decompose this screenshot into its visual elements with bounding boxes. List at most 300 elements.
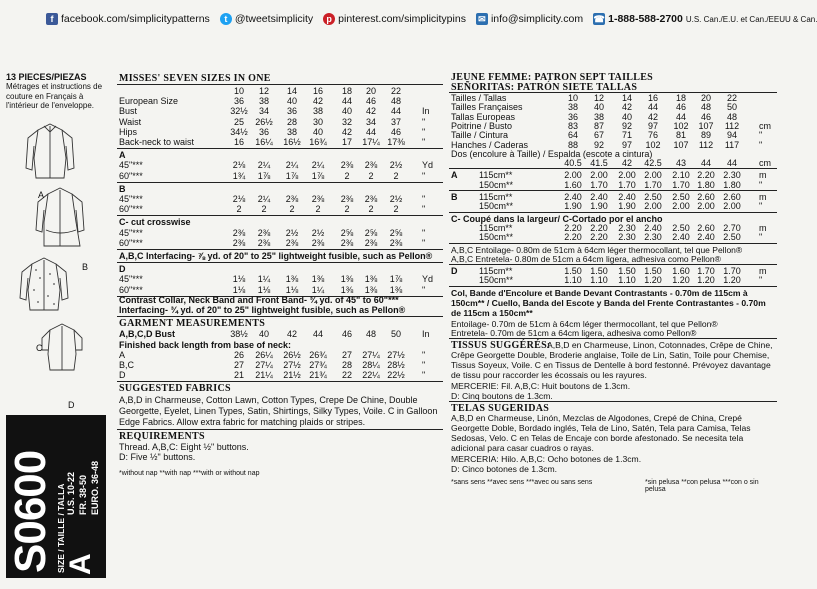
measure-value: 44 (365, 126, 376, 137)
yardage-value: 1¾ (232, 170, 246, 181)
yardage-value: 2½ (389, 160, 403, 171)
requirements-d: D: Five ½" buttons. (119, 452, 196, 462)
measure-value: 83 (567, 120, 578, 131)
pinterest-icon: p (323, 13, 335, 25)
measure-value: 28 (286, 116, 297, 127)
divider (449, 243, 777, 244)
facebook-link[interactable]: f facebook.com/simplicitypatterns (46, 13, 210, 25)
measure-value: 42 (312, 96, 323, 107)
misses-title: MISSES' SEVEN SIZES IN ONE (119, 73, 271, 84)
facebook-icon: f (46, 13, 58, 25)
measure-value: 16 (233, 137, 244, 147)
unit-label: " (759, 179, 763, 190)
fabric-width-label: 60"*** (119, 284, 143, 295)
meterage-value: 1.70 (723, 266, 741, 277)
divider (117, 215, 443, 216)
unit-label: " (422, 194, 426, 204)
meterage-value: 2.10 (672, 170, 690, 181)
garment-bust-value: 44 (312, 329, 323, 340)
meterage-value: 2.30 (618, 222, 636, 233)
meterage-value: 1.10 (618, 275, 636, 286)
size-header: 12 (593, 93, 604, 103)
nap-footnote-fr: *sans sens **avec sens ***avec ou sans sens (451, 478, 593, 486)
measure-value: 46 (390, 126, 401, 137)
measure-value: 38 (567, 102, 578, 113)
measure-value: 40 (593, 102, 604, 113)
meterage-value: 2.00 (618, 170, 636, 181)
meterage-value: 2.30 (618, 232, 636, 243)
measure-value: 17 (341, 137, 352, 147)
meterage-value: 2.20 (697, 170, 715, 181)
interfacing-d: Interfacing- ¾ yd. of 20" to 25" lightweight fusible, such as Pellon® (119, 305, 406, 315)
size-header: 16 (312, 86, 323, 96)
dos-value: 42.5 (644, 158, 662, 169)
measure-value: 17¼ (362, 137, 380, 147)
divider (117, 249, 443, 250)
dos-label: Dos (encolure à Taille) / Espalda (escote a cintura) (451, 148, 653, 159)
meterage-value: 1.90 (618, 201, 636, 212)
view-label: B (451, 192, 458, 202)
meterage-value: 1.60 (564, 179, 582, 190)
fabric-width-label: 150cm** (479, 179, 514, 190)
fabric-width-label: 60"*** (119, 170, 143, 181)
meterage-value: 2.00 (644, 170, 662, 181)
pinterest-link[interactable]: p pinterest.com/simplicitypins (323, 13, 466, 25)
entoilage-abc: A,B,C Entoilage- 0.80m de 51cm à 64cm léger thermocollant, tel que Pellon® (451, 244, 743, 255)
fabric-width-label: 150cm** (479, 201, 514, 212)
pieces-info (6, 72, 114, 111)
view-label: C- cut crosswise (119, 217, 191, 228)
fabric-width-label: 115cm** (479, 192, 513, 202)
back-length-value: 27½ (283, 360, 301, 370)
divider (117, 148, 443, 149)
yardage-value: 1¼ (257, 274, 271, 285)
unit-label: " (759, 201, 763, 212)
measure-label: Back-neck to waist (119, 137, 195, 147)
measure-value: 92 (593, 139, 604, 150)
french-spanish-chart (449, 70, 777, 560)
back-length-value: 27 (341, 349, 352, 360)
unit-label: " (759, 139, 763, 150)
yardage-value: 2 (368, 170, 374, 181)
meterage-value: 1.70 (618, 179, 636, 190)
meterage-value: 2.00 (697, 201, 715, 212)
yardage-value: 2 (368, 204, 374, 215)
measure-value: 76 (647, 130, 658, 141)
meterage-value: 1.80 (697, 179, 715, 190)
yardage-value: 2½ (285, 227, 299, 238)
meterage-value: 1.50 (564, 266, 582, 277)
measure-value: 46 (365, 96, 376, 107)
fabric-width-label: 115cm** (479, 170, 513, 181)
measure-value: 32½ (230, 106, 248, 117)
view-label: D (451, 266, 458, 277)
measure-value: 87 (593, 120, 604, 131)
yardage-value: 2⅜ (285, 194, 299, 204)
yardage-value: 2⅜ (257, 237, 271, 248)
yardage-value: 2¼ (311, 160, 325, 171)
email-link[interactable]: ✉ info@simplicity.com (476, 13, 583, 25)
yardage-value: 1⅜ (389, 284, 403, 295)
yardage-value: 2⅜ (389, 237, 403, 248)
divider (117, 316, 443, 317)
measure-label: Tallas Europeas (451, 111, 516, 122)
yardage-value: 2 (393, 170, 399, 181)
size-header: 18 (675, 93, 686, 103)
french-title: JEUNE FEMME: PATRON SEPT TAILLES (451, 72, 654, 83)
measure-value: 42 (365, 106, 376, 117)
measure-value: 38 (286, 126, 297, 137)
unit-label: " (759, 130, 763, 141)
measure-value: 44 (647, 102, 658, 113)
fabric-width-label: 60"*** (119, 204, 143, 215)
measure-value: 50 (726, 102, 737, 113)
yardage-value: 2 (236, 204, 242, 215)
divider (117, 429, 443, 430)
size-header: 22 (726, 93, 737, 103)
meterage-value: 2.60 (723, 192, 741, 202)
entoilage-contrast: Entoilage- 0.70m de 51cm à 64cm léger thermocollant, tel que Pellon® (451, 318, 718, 329)
measure-value: 102 (645, 139, 661, 150)
yardage-value: 2 (315, 204, 321, 215)
yardage-value: 1⅞ (311, 170, 325, 181)
measure-value: 36 (567, 111, 578, 122)
telas-title: TELAS SUGERIDAS (451, 402, 550, 414)
measure-value: 94 (726, 130, 737, 141)
yardage-value: 1⅜ (340, 274, 354, 285)
yardage-value: 1⅛ (257, 284, 271, 295)
measure-value: 89 (700, 130, 711, 141)
measure-value: 38 (593, 111, 604, 122)
yardage-value: 2⅜ (340, 160, 354, 171)
meterage-value: 2.40 (618, 192, 636, 202)
measure-value: 32 (341, 116, 352, 127)
back-length-value: 26¾ (309, 349, 327, 360)
tissus-title: TISSUS SUGGÉRÉS: (451, 340, 551, 352)
meterage-value: 2.20 (590, 232, 608, 243)
measure-value: 38 (258, 96, 269, 107)
measure-value: 97 (647, 120, 658, 131)
yardage-value: 2⅜ (311, 237, 325, 248)
measure-value: 71 (621, 130, 632, 141)
yardage-value: 2 (344, 170, 350, 181)
measure-value: 37 (390, 116, 401, 127)
fabrics-text: A,B,D in Charmeuse, Cotton Lawn, Cotton Types, Crepe De Chine, Double Georgette, Eyelet, Linen Types, Satin, Shirtings, Silky Types, Voile. C in Galloon Edge Fabrics. Allow extra fabric for matching plaids or stripes. (119, 394, 438, 427)
divider (117, 381, 443, 382)
measure-value: 42 (341, 126, 352, 137)
unit-label: Yd (422, 274, 434, 285)
entretela-abc: A,B,C Entretela- 0.80m de 51cm a 64cm ligera, adhesiva como Pellon® (451, 253, 721, 264)
measure-value: 48 (726, 111, 737, 122)
pattern-number: S0600 (6, 450, 55, 573)
measure-value: 34½ (230, 126, 248, 137)
measure-value: 42 (621, 102, 632, 113)
view-c-title: C- Coupé dans la largeur/ C-Cortado por el ancho (451, 213, 663, 224)
meterage-value: 2.50 (644, 192, 662, 202)
measure-value: 40 (621, 111, 632, 122)
measure-value: 81 (675, 130, 686, 141)
yardage-value: 1¼ (311, 284, 325, 295)
meterage-value: 2.00 (590, 170, 608, 181)
yardage-value: 2¼ (257, 160, 271, 171)
unit-label: In (422, 106, 430, 117)
meterage-value: 2.60 (697, 192, 715, 202)
measure-label: Poitrine / Busto (451, 120, 513, 131)
yardage-value: 2⅜ (364, 160, 378, 171)
garment-bust-value: 46 (341, 329, 352, 340)
divider (449, 286, 777, 287)
size-range-letter: A (64, 553, 97, 575)
yardage-value: 2½ (389, 194, 403, 204)
size-header: 22 (390, 86, 401, 96)
yardage-value: 2⅜ (257, 227, 271, 238)
meterage-value: 1.70 (672, 179, 690, 190)
fabric-width-label: 115cm** (479, 222, 513, 233)
yardage-value: 2 (261, 204, 267, 215)
measure-value: 34 (365, 116, 376, 127)
size-header: 10 (567, 93, 578, 103)
measure-value: 88 (567, 139, 578, 150)
dos-value: 41.5 (590, 158, 608, 169)
mercerie-text: MERCERIE: Fil. A,B,C: Huit boutons de 1.3cm. (451, 381, 631, 392)
size-header: 14 (621, 93, 632, 103)
fabric-width-label: 45"*** (119, 274, 143, 285)
fabric-width-label: 60"*** (119, 237, 143, 248)
meterage-value: 1.70 (697, 266, 715, 277)
sketch-label-d: D (68, 400, 75, 410)
back-length-value: 27½ (387, 349, 405, 360)
back-length-value: 22½ (387, 370, 405, 381)
yardage-value: 1⅞ (257, 170, 271, 181)
measure-value: 67 (593, 130, 604, 141)
dos-value: 44 (700, 158, 711, 169)
measure-value: 46 (675, 102, 686, 113)
size-header: 18 (341, 86, 352, 96)
yardage-value: 2⅜ (364, 194, 378, 204)
view-label: A (119, 349, 126, 360)
meterage-value: 2.40 (644, 222, 662, 233)
view-sketches (10, 118, 110, 418)
measure-value: 97 (621, 139, 632, 150)
unit-label: m (759, 170, 767, 181)
size-row-us: U.S. 10-22 (66, 471, 76, 515)
garment-bust-value: 38½ (230, 329, 248, 340)
measure-label: Taille / Cintura (451, 130, 509, 141)
unit-label: " (422, 360, 426, 370)
unit-label: " (422, 227, 426, 238)
yardage-value: 2 (289, 204, 295, 215)
divider (117, 182, 443, 183)
back-length-value: 27¼ (255, 360, 273, 370)
meterage-value: 2.40 (697, 232, 715, 243)
yardage-value: 2½ (311, 227, 325, 238)
meterage-value: 2.20 (564, 232, 582, 243)
unit-label: " (422, 116, 426, 127)
unit-label: m (759, 222, 767, 233)
unit-label: " (422, 370, 426, 381)
entretela-contrast: Entretela- 0.70m de 51cm a 64cm ligera, adhesiva como Pellon® (451, 328, 697, 338)
measure-value: 48 (700, 102, 711, 113)
meterage-value: 1.80 (723, 179, 741, 190)
divider (117, 84, 443, 85)
sketch-label-a: A (38, 190, 45, 200)
meterage-value: 2.00 (564, 170, 582, 181)
meterage-value: 1.20 (723, 275, 741, 286)
meterage-value: 1.10 (590, 275, 608, 286)
measure-value: 44 (675, 111, 686, 122)
meterage-value: 2.70 (723, 222, 741, 233)
meterage-value: 1.10 (564, 275, 582, 286)
meterage-value: 2.30 (723, 170, 741, 181)
measure-value: 40 (286, 96, 297, 107)
unit-label: m (759, 192, 767, 202)
fabric-width-label: 45"*** (119, 194, 143, 204)
garment-bust-value: 50 (390, 329, 401, 340)
measure-label: European Size (119, 96, 179, 107)
requirements-thread: Thread. A,B,C: Eight ½" buttons. (119, 441, 249, 452)
twitter-link[interactable]: t @tweetsimplicity (220, 13, 313, 25)
merceria-text: MERCERIA: Hilo. A,B,C: Ocho botones de 1.3cm. (451, 454, 642, 465)
measure-value: 42 (647, 111, 658, 122)
measure-value: 40 (312, 126, 323, 137)
measure-value: 117 (724, 139, 740, 150)
measure-value: 40 (341, 106, 352, 117)
fabric-width-label: 45"*** (119, 227, 143, 238)
unit-label: " (422, 237, 426, 248)
size-header: 14 (286, 86, 297, 96)
pieces-text: Métrages et instructions de couture en Français à l'intérieur de l'enveloppe. (6, 82, 103, 110)
view-label: D (119, 264, 126, 275)
back-length-value: 21¾ (309, 370, 327, 381)
unit-label: " (422, 349, 426, 360)
meterage-value: 1.50 (644, 266, 662, 277)
size-header: 20 (365, 86, 376, 96)
requirements-title: REQUIREMENTS (119, 430, 205, 442)
divider (449, 212, 777, 213)
email-icon: ✉ (476, 13, 488, 25)
yardage-value: 1⅞ (285, 170, 299, 181)
view-label: D (119, 370, 126, 381)
back-length-value: 27¾ (309, 360, 327, 370)
back-length-value: 26 (233, 349, 244, 360)
divider (449, 168, 777, 169)
unit-label: " (759, 275, 763, 286)
yardage-value: 2⅝ (340, 227, 354, 238)
size-header: 12 (258, 86, 269, 96)
measure-value: 34 (258, 106, 269, 117)
merceria-d: D: Cinco botones de 1.3cm. (451, 463, 558, 474)
measure-label: Bust (119, 106, 138, 117)
phone-info: ☎ 1-888-588-2700 U.S. Can./E.U. et Can./EEUU & Can. (593, 13, 817, 25)
size-row-euro: EURO. 36-48 (90, 460, 100, 515)
meterage-value: 1.20 (644, 275, 662, 286)
meterage-value: 1.20 (697, 275, 715, 286)
dos-value: 42 (621, 158, 632, 169)
measure-value: 25 (233, 116, 244, 127)
size-row-fr: FR. 38-50 (78, 474, 88, 515)
yardage-value: 1⅞ (389, 274, 403, 285)
yardage-value: 2¼ (257, 194, 271, 204)
meterage-value: 1.90 (590, 201, 608, 212)
meterage-value: 2.30 (644, 232, 662, 243)
meterage-value: 2.00 (672, 201, 690, 212)
yardage-value: 1⅜ (340, 284, 354, 295)
measure-value: 112 (698, 139, 714, 150)
garment-title: GARMENT MEASUREMENTS (119, 318, 266, 330)
back-length-value: 21¼ (255, 370, 273, 381)
back-length-label: Finished back length from base of neck: (119, 339, 292, 350)
fabrics-title: SUGGESTED FABRICS (119, 383, 231, 395)
dos-value: 44 (726, 158, 737, 169)
spanish-title: SEÑORITAS: PATRÓN SIETE TALLAS (451, 82, 638, 93)
divider (117, 262, 443, 263)
measure-value: 107 (673, 139, 689, 150)
meterage-value: 1.20 (672, 275, 690, 286)
misses-chart (117, 70, 443, 560)
meterage-value: 2.50 (672, 222, 690, 233)
measure-value: 112 (724, 120, 740, 131)
phone-icon: ☎ (593, 14, 605, 24)
yardage-value: 2⅜ (340, 194, 354, 204)
unit-label: " (422, 284, 426, 295)
measure-value: 38 (312, 106, 323, 117)
back-length-value: 22 (341, 370, 352, 381)
measure-value: 17⅜ (387, 137, 405, 147)
fabric-width-label: 115cm** (479, 266, 513, 277)
garment-bust-label: A,B,C,D Bust (119, 329, 175, 340)
meterage-value: 1.70 (590, 179, 608, 190)
measure-value: 36 (258, 126, 269, 137)
yardage-value: 2⅝ (364, 227, 378, 238)
pieces-title: 13 PIECES/PIEZAS (6, 72, 87, 82)
measure-label: Waist (119, 116, 142, 127)
back-length-value: 27 (233, 360, 244, 370)
back-length-value: 28¼ (362, 360, 380, 370)
unit-label: " (422, 137, 426, 147)
yardage-value: 2⅜ (285, 237, 299, 248)
size-header: 10 (233, 86, 244, 96)
measure-value: 102 (673, 120, 689, 131)
yardage-value: 2 (393, 204, 399, 215)
unit-label: " (759, 232, 763, 243)
fabric-width-label: 150cm** (479, 275, 514, 286)
yardage-value: 2⅝ (389, 227, 403, 238)
measure-value: 64 (567, 130, 578, 141)
yardage-value: 2⅛ (232, 160, 246, 171)
tissus-text: A,B,D en Charmeuse, Linon, Cotonnades, Crêpe de Chine, Crêpe Georgette Double, Broderie anglaise, Toile de Lin, Satin, Toile pour Chemise, Tissus Soyeux, Voile. C en Tissus de Dentelle à bord festonné. Prévoyez davantage de tissu pour raccorder les écossais ou les rayures. (451, 340, 773, 381)
yardage-value: 2⅜ (232, 227, 246, 238)
meterage-value: 1.70 (644, 179, 662, 190)
back-length-value: 26½ (283, 349, 301, 360)
sketch-label-c: C (36, 343, 43, 353)
back-length-value: 26¼ (255, 349, 273, 360)
yardage-value: 2⅜ (311, 194, 325, 204)
yardage-value: 1⅛ (232, 274, 246, 285)
meterage-value: 2.40 (564, 192, 582, 202)
measure-value: 44 (390, 106, 401, 117)
measure-value: 46 (700, 111, 711, 122)
meterage-value: 1.50 (618, 266, 636, 277)
back-length-value: 28 (341, 360, 352, 370)
divider (449, 190, 777, 191)
measure-label: Hanches / Caderas (451, 139, 529, 150)
measure-value: 44 (341, 96, 352, 107)
yardage-value: 2⅜ (364, 237, 378, 248)
yardage-value: 1⅜ (364, 274, 378, 285)
view-label: A (119, 150, 126, 161)
back-length-value: 21 (233, 370, 244, 381)
yardage-value: 2⅛ (232, 194, 246, 204)
